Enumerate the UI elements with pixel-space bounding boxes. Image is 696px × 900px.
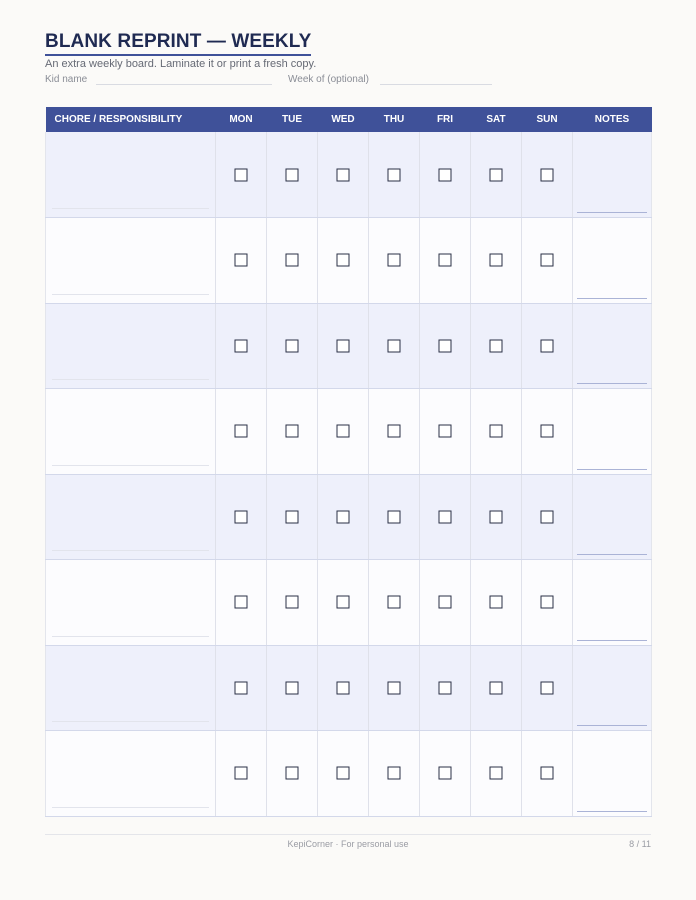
day-checkbox[interactable]: [388, 425, 401, 438]
day-cell: [267, 731, 318, 817]
day-cell: [522, 731, 573, 817]
day-cell: [522, 303, 573, 389]
day-checkbox[interactable]: [490, 254, 503, 267]
day-header-tue: TUE: [267, 107, 318, 132]
day-cell: [420, 303, 471, 389]
page-title: BLANK REPRINT — WEEKLY: [45, 31, 311, 56]
day-cell: [420, 560, 471, 646]
day-cell: [471, 560, 522, 646]
notes-cell[interactable]: [573, 303, 652, 389]
day-checkbox[interactable]: [235, 339, 248, 352]
day-checkbox[interactable]: [388, 767, 401, 780]
day-checkbox[interactable]: [337, 767, 350, 780]
chore-row: [46, 389, 652, 475]
day-checkbox[interactable]: [337, 425, 350, 438]
day-cell: [522, 132, 573, 218]
week-of-label: Week of (optional): [288, 74, 369, 85]
day-cell: [369, 218, 420, 304]
day-cell: [267, 218, 318, 304]
chore-write-line: [52, 550, 209, 551]
day-checkbox[interactable]: [388, 510, 401, 523]
day-checkbox[interactable]: [337, 339, 350, 352]
day-checkbox[interactable]: [337, 510, 350, 523]
day-cell: [471, 389, 522, 475]
chore-cell[interactable]: [46, 474, 216, 560]
day-cell: [420, 731, 471, 817]
day-checkbox[interactable]: [439, 339, 452, 352]
day-checkbox[interactable]: [388, 339, 401, 352]
day-cell: [267, 474, 318, 560]
kid-name-label: Kid name: [45, 74, 88, 85]
notes-cell[interactable]: [573, 474, 652, 560]
day-checkbox[interactable]: [235, 168, 248, 181]
chore-row: [46, 560, 652, 646]
day-header-sat: SAT: [471, 107, 522, 132]
chore-cell[interactable]: [46, 132, 216, 218]
day-checkbox[interactable]: [286, 510, 299, 523]
chore-cell[interactable]: [46, 218, 216, 304]
day-checkbox[interactable]: [286, 339, 299, 352]
day-cell: [420, 132, 471, 218]
day-checkbox[interactable]: [235, 510, 248, 523]
day-cell: [216, 303, 267, 389]
day-checkbox[interactable]: [490, 681, 503, 694]
day-cell: [369, 645, 420, 731]
day-cell: [216, 218, 267, 304]
day-checkbox[interactable]: [541, 510, 554, 523]
day-checkbox[interactable]: [541, 168, 554, 181]
notes-cell[interactable]: [573, 731, 652, 817]
day-cell: [522, 389, 573, 475]
day-checkbox[interactable]: [235, 767, 248, 780]
board-body: [46, 132, 652, 816]
day-checkbox[interactable]: [490, 596, 503, 609]
chore-write-line: [52, 636, 209, 637]
day-checkbox[interactable]: [490, 339, 503, 352]
chore-cell[interactable]: [46, 731, 216, 817]
day-cell: [267, 560, 318, 646]
day-checkbox[interactable]: [439, 425, 452, 438]
day-cell: [318, 218, 369, 304]
notes-write-line: [577, 298, 647, 299]
chore-write-line: [52, 807, 209, 808]
chore-write-line: [52, 721, 209, 722]
day-cell: [471, 645, 522, 731]
chore-column-header: CHORE / RESPONSIBILITY: [46, 107, 216, 132]
day-checkbox[interactable]: [235, 254, 248, 267]
chore-row: [46, 731, 652, 817]
day-cell: [216, 645, 267, 731]
day-checkbox[interactable]: [541, 425, 554, 438]
day-cell: [318, 731, 369, 817]
day-cell: [420, 218, 471, 304]
day-cell: [318, 132, 369, 218]
day-cell: [216, 560, 267, 646]
day-cell: [471, 303, 522, 389]
chore-board: [45, 107, 652, 817]
day-cell: [522, 645, 573, 731]
chore-cell[interactable]: [46, 389, 216, 475]
day-checkbox[interactable]: [541, 681, 554, 694]
day-cell: [471, 218, 522, 304]
day-checkbox[interactable]: [286, 254, 299, 267]
day-cell: [318, 560, 369, 646]
footer-brand: KepiCorner · For personal use: [287, 839, 409, 849]
chore-write-line: [52, 379, 209, 380]
day-checkbox[interactable]: [235, 596, 248, 609]
notes-cell[interactable]: [573, 389, 652, 475]
week-of-field[interactable]: [380, 84, 492, 85]
day-checkbox[interactable]: [337, 681, 350, 694]
day-checkbox[interactable]: [439, 254, 452, 267]
day-header-wed: WED: [318, 107, 369, 132]
day-checkbox[interactable]: [439, 510, 452, 523]
notes-cell[interactable]: [573, 645, 652, 731]
chore-row: [46, 218, 652, 304]
footer-divider: [45, 834, 651, 835]
day-checkbox[interactable]: [541, 339, 554, 352]
day-checkbox[interactable]: [388, 254, 401, 267]
day-checkbox[interactable]: [286, 767, 299, 780]
day-cell: [216, 731, 267, 817]
day-cell: [318, 474, 369, 560]
day-cell: [216, 132, 267, 218]
chore-cell[interactable]: [46, 303, 216, 389]
day-cell: [267, 132, 318, 218]
day-cell: [318, 645, 369, 731]
notes-write-line: [577, 725, 647, 726]
day-cell: [216, 474, 267, 560]
day-cell: [369, 731, 420, 817]
day-checkbox[interactable]: [388, 681, 401, 694]
day-cell: [369, 560, 420, 646]
day-header-sun: SUN: [522, 107, 573, 132]
notes-write-line: [577, 640, 647, 641]
day-checkbox[interactable]: [286, 681, 299, 694]
day-header-thu: THU: [369, 107, 420, 132]
day-checkbox[interactable]: [388, 596, 401, 609]
notes-cell[interactable]: [573, 560, 652, 646]
notes-column-header: NOTES: [573, 107, 652, 132]
day-checkbox[interactable]: [490, 168, 503, 181]
chore-row: [46, 474, 652, 560]
day-checkbox[interactable]: [490, 510, 503, 523]
day-checkbox[interactable]: [439, 767, 452, 780]
day-cell: [420, 389, 471, 475]
day-checkbox[interactable]: [541, 767, 554, 780]
day-cell: [267, 303, 318, 389]
notes-cell[interactable]: [573, 132, 652, 218]
day-cell: [369, 474, 420, 560]
day-cell: [471, 474, 522, 560]
notes-write-line: [577, 469, 647, 470]
chore-write-line: [52, 294, 209, 295]
day-checkbox[interactable]: [286, 425, 299, 438]
day-checkbox[interactable]: [337, 168, 350, 181]
notes-write-line: [577, 383, 647, 384]
day-checkbox[interactable]: [286, 596, 299, 609]
day-checkbox[interactable]: [490, 767, 503, 780]
day-cell: [318, 389, 369, 475]
notes-write-line: [577, 212, 647, 213]
chore-write-line: [52, 465, 209, 466]
notes-write-line: [577, 554, 647, 555]
chore-cell[interactable]: [46, 560, 216, 646]
day-cell: [471, 132, 522, 218]
day-cell: [522, 474, 573, 560]
notes-cell[interactable]: [573, 218, 652, 304]
day-checkbox[interactable]: [541, 254, 554, 267]
chore-cell[interactable]: [46, 645, 216, 731]
page-subtitle: An extra weekly board. Laminate it or print a fresh copy.: [45, 58, 317, 70]
board-header-row: [46, 107, 652, 132]
day-checkbox[interactable]: [388, 168, 401, 181]
day-cell: [471, 731, 522, 817]
chore-write-line: [52, 208, 209, 209]
page-number: 8 / 11: [629, 839, 651, 849]
day-cell: [267, 389, 318, 475]
day-checkbox[interactable]: [337, 254, 350, 267]
day-cell: [216, 389, 267, 475]
day-cell: [420, 645, 471, 731]
day-cell: [369, 389, 420, 475]
day-cell: [318, 303, 369, 389]
chore-row: [46, 132, 652, 218]
chore-row: [46, 303, 652, 389]
day-checkbox[interactable]: [235, 681, 248, 694]
day-checkbox[interactable]: [286, 168, 299, 181]
day-header-fri: FRI: [420, 107, 471, 132]
day-checkbox[interactable]: [439, 681, 452, 694]
day-header-mon: MON: [216, 107, 267, 132]
day-checkbox[interactable]: [439, 596, 452, 609]
day-cell: [420, 474, 471, 560]
kid-name-field[interactable]: [96, 84, 272, 85]
day-cell: [522, 218, 573, 304]
notes-write-line: [577, 811, 647, 812]
day-checkbox[interactable]: [337, 596, 350, 609]
day-cell: [369, 132, 420, 218]
day-checkbox[interactable]: [235, 425, 248, 438]
day-cell: [522, 560, 573, 646]
chore-row: [46, 645, 652, 731]
day-checkbox[interactable]: [490, 425, 503, 438]
day-checkbox[interactable]: [541, 596, 554, 609]
day-checkbox[interactable]: [439, 168, 452, 181]
day-cell: [369, 303, 420, 389]
day-cell: [267, 645, 318, 731]
